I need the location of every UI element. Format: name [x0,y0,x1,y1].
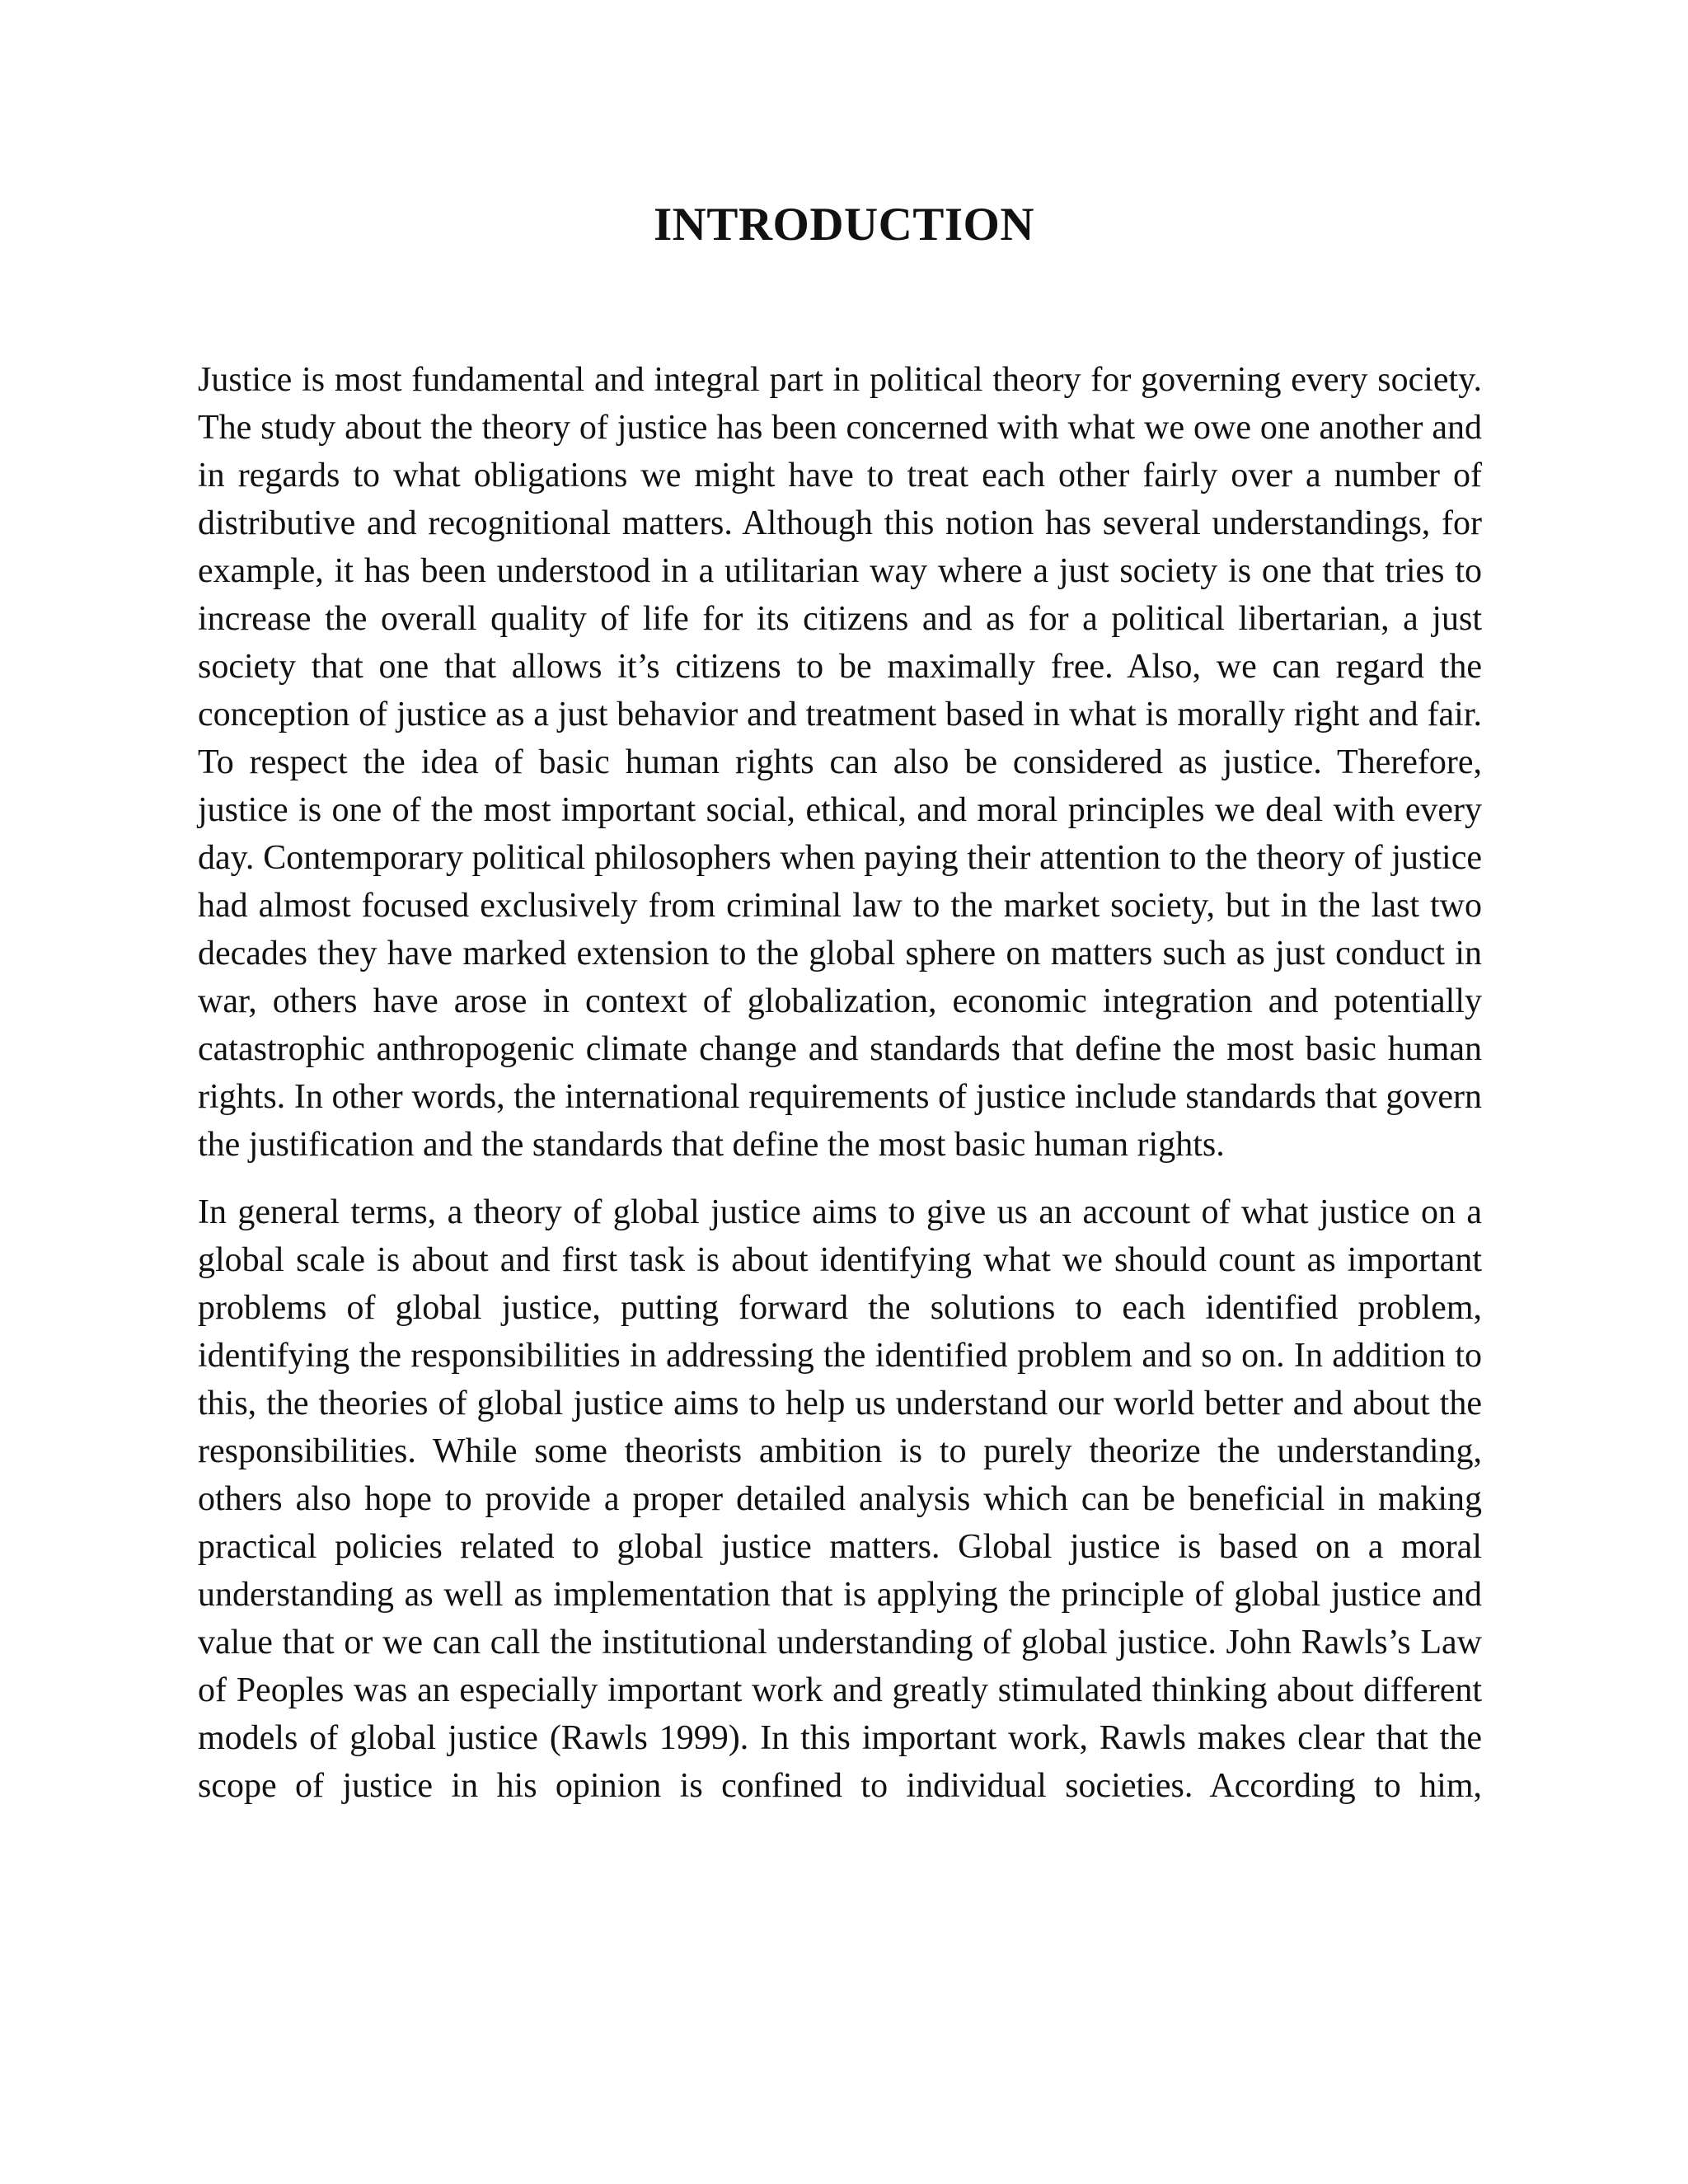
body-text [198,356,1482,1830]
paragraph-1: Justice is most fundamental and integral part in political theory for governing every society. The study about the theory of justice has been concerned with what we owe one another and in regards to what obligations we might have to treat each other fairly over a number of distributive and recognitional matters. Although this notion has several understandings, for example, it has been understood in a utilitarian way where a just society is one that tries to increase the overall quality of life for its citizens and as for a political libertarian, a just society that one that allows it’s citizens to be maximally free. Also, we can regard the conception of justice as a just behavior and treatment based in what is morally right and fair. To respect the idea of basic human rights can also be considered as justice. Therefore, justice is one of the most important social, ethical, and moral principles we deal with every day. Contemporary political philosophers when paying their attention to the theory of justice had almost focused exclusively from criminal law to the market society, but in the last two decades they have marked extension to the global sphere on matters such as just conduct in war, others have arose in context of globalization, economic integration and potentially catastrophic anthropogenic climate change and standards that define the most basic human rights. In other words, the international requirements of justice include standards that govern the justification and the standards that define the most basic human rights. [198,361,1482,1164]
page-title: INTRODUCTION [653,199,1035,251]
paragraph-2: In general terms, a theory of global justice aims to give us an account of what justice on a global scale is about and first task is about identifying what we should count as important problems of global justice, putting forward the solutions to each identified problem, identifying the responsibilities in addressing the identified problem and so on. In addition to this, the theories of global justice aims to help us understand our world better and about the responsibilities. While some theorists ambition is to purely theorize the understanding, others also hope to provide a proper detailed analysis which can be beneficial in making practical policies related to global justice matters. Global justice is based on a moral understanding as well as implementation that is applying the principle of global justice and value that or we can call the institutional understanding of global justice. John Rawls’s Law of Peoples was an especially important work and greatly stimulated thinking about different models of global justice (Rawls 1999). In this important work, Rawls makes clear that the scope of justice in his opinion is confined to individual societies. According to him, [198,1193,1482,1805]
